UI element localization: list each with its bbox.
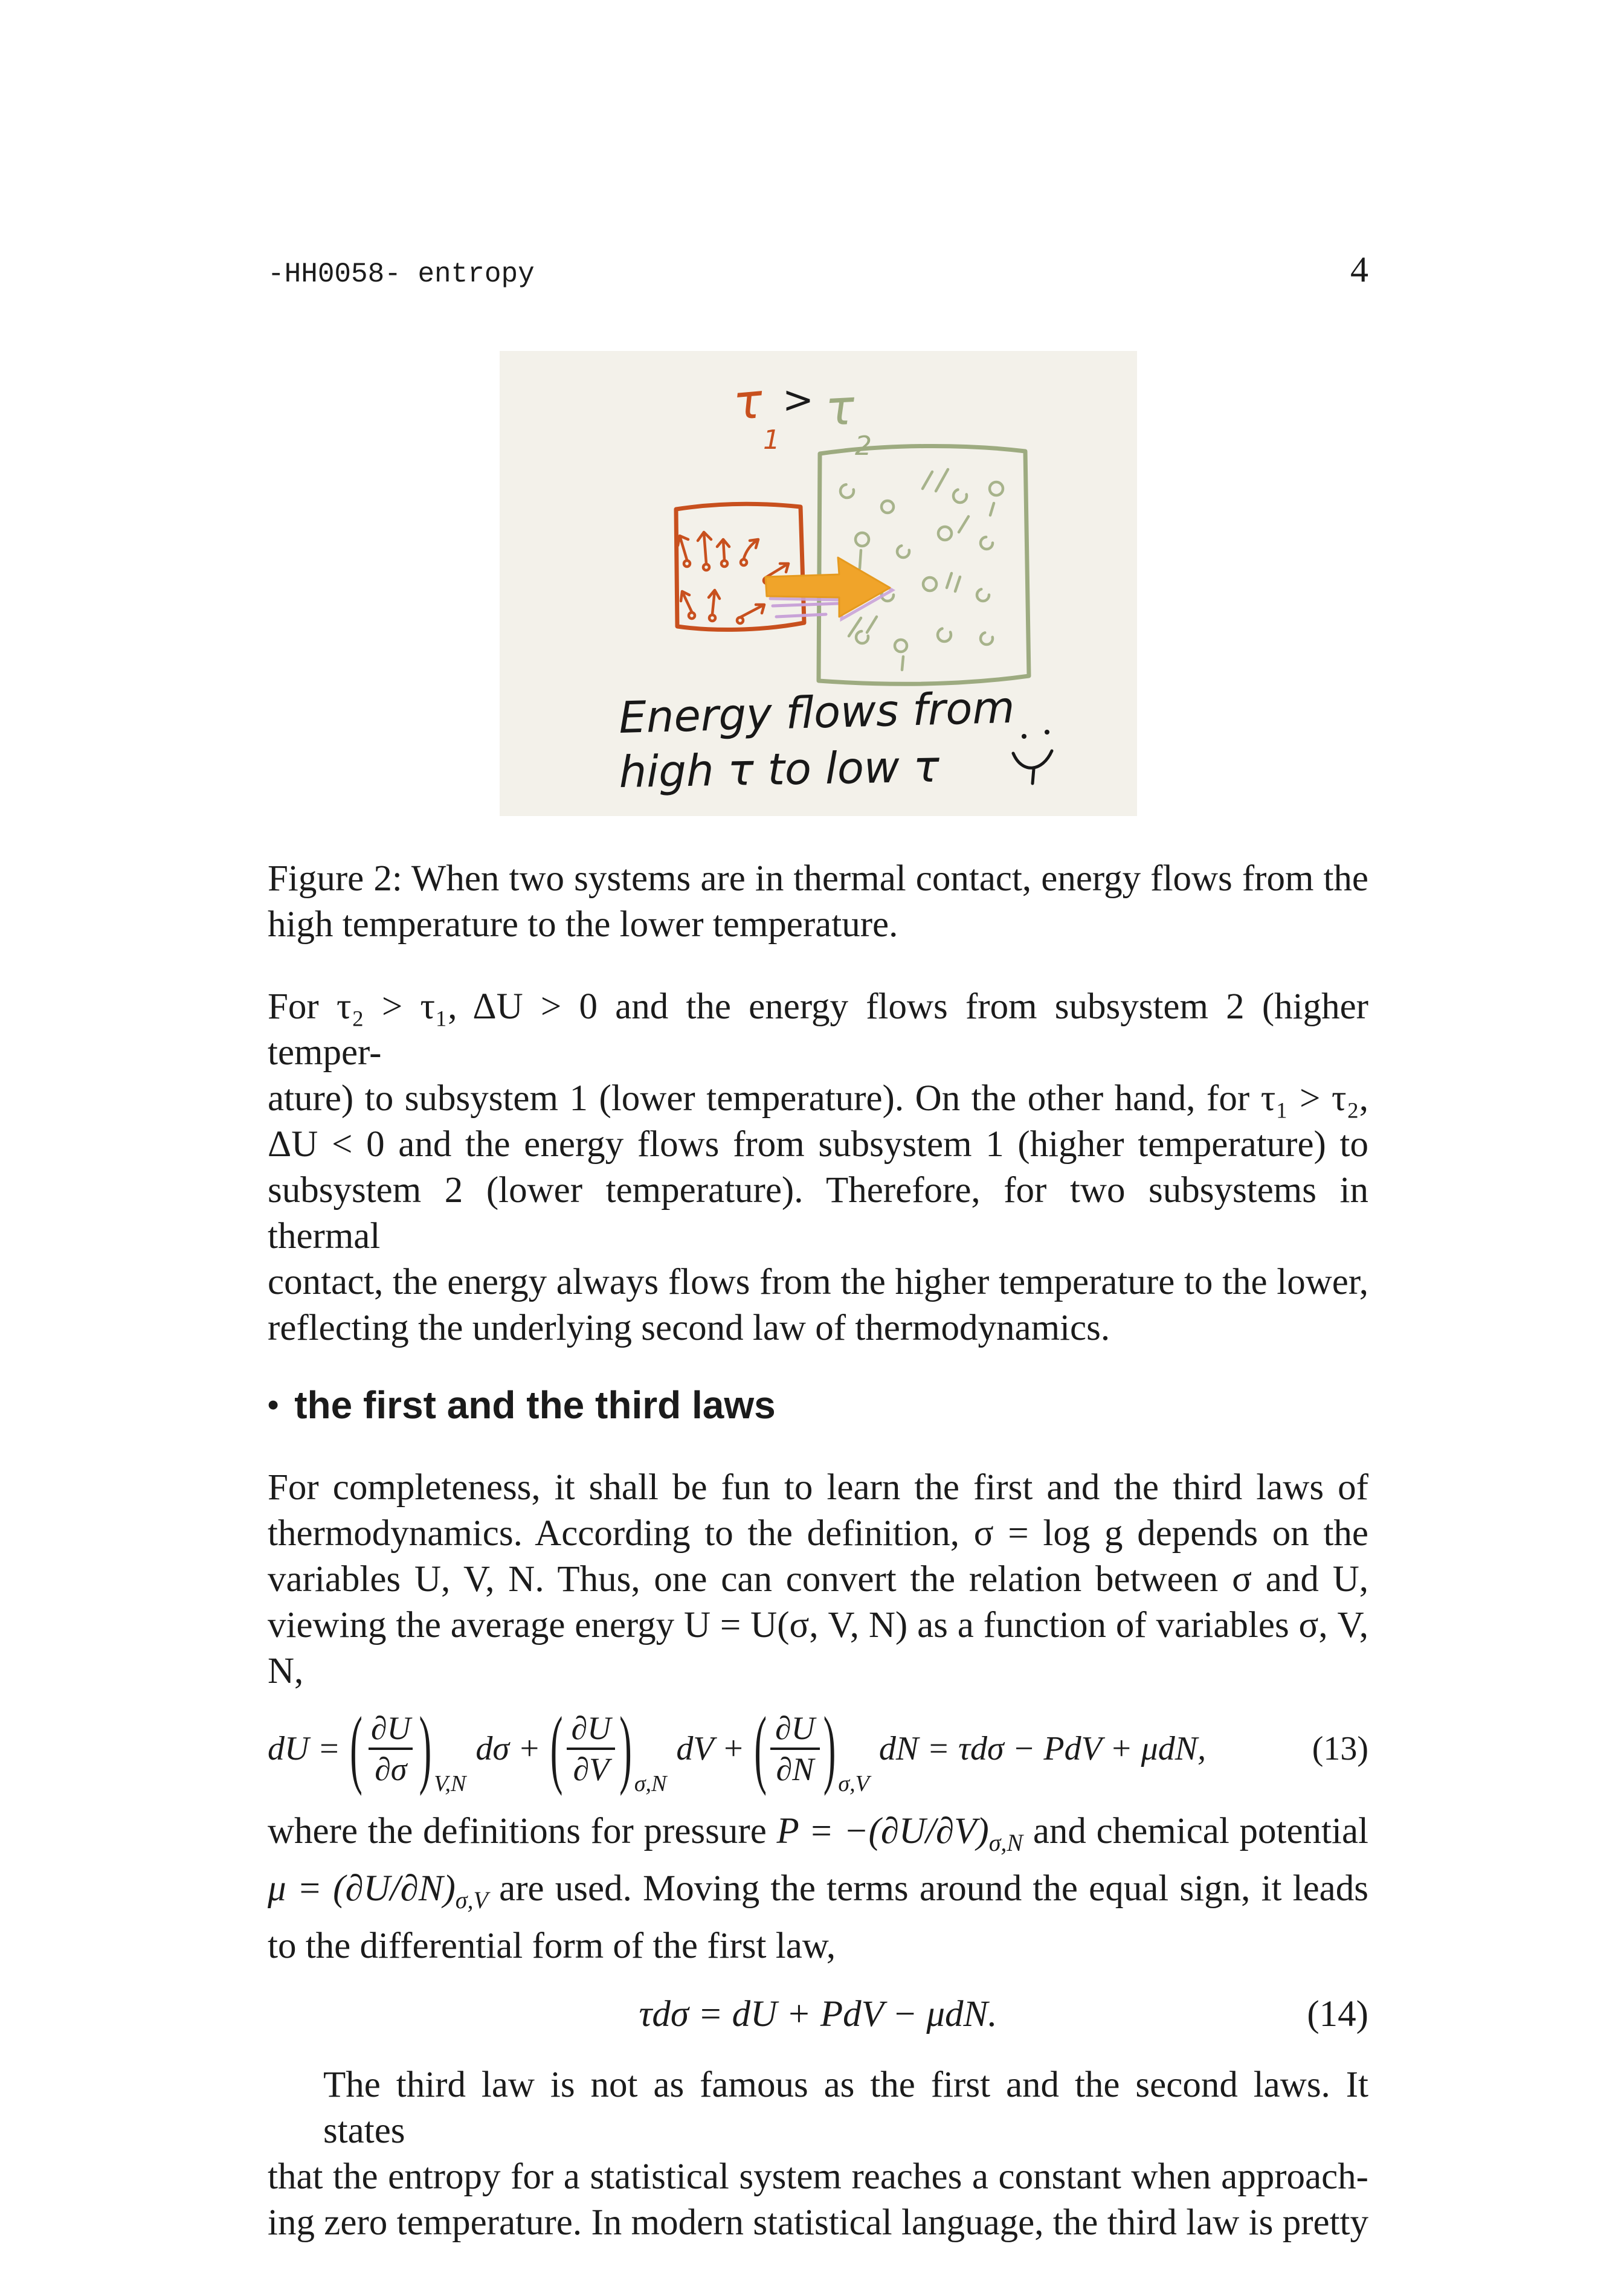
text-line: The third law is not as famous as the first and the second laws. It states: [323, 2065, 1368, 2152]
text-line: [268, 1809, 1368, 1866]
held-constant-subscript: V,N: [434, 1771, 466, 1797]
text-line: thermodynamics. According to the definition, σ = log g depends on the: [268, 1513, 1368, 1554]
equation-number: (13): [1312, 1730, 1368, 1768]
figure-2: [268, 351, 1368, 816]
text-line: Figure 2: When two systems are in thermal contact, energy flows from the: [268, 858, 1368, 899]
figure-handwritten-caption: [618, 682, 1015, 797]
particle-doodles: [840, 469, 1003, 670]
text-line: that the entropy for a statistical system reaches a constant when approach-: [268, 2156, 1368, 2198]
tau-hot-subscript: 1: [762, 425, 780, 455]
paragraph-third-law: [268, 2062, 1368, 2246]
partial-fraction: [565, 1710, 617, 1788]
fraction-numerator: ∂U: [370, 1710, 411, 1746]
eq13-rhs: dN = τdσ − PdV + μdN,: [878, 1730, 1207, 1768]
eq13-term: dV +: [676, 1730, 745, 1768]
greater-than-sign: >: [782, 378, 814, 422]
right-paren: ): [619, 1700, 632, 1798]
page-number: 4: [1350, 249, 1368, 289]
bullet-icon: •: [268, 1388, 279, 1423]
tau-hot-label: τ: [730, 372, 765, 431]
held-constant-subscript: σ,N: [634, 1771, 667, 1797]
eq14-body: τdσ = dU + PdV − μdN.: [639, 1994, 997, 2035]
tau-cold-label: τ: [823, 379, 856, 437]
left-paren: (: [754, 1700, 767, 1798]
smiley-icon: [1013, 730, 1052, 783]
text-line: ing zero temperature. In modern statistical language, the third law is pretty: [268, 2202, 1368, 2243]
page-header: [268, 249, 1368, 291]
figure-sketch: [500, 351, 1137, 816]
text-line: high temperature to the lower temperature.: [268, 904, 898, 945]
handwritten-line-1: Energy flows from: [617, 681, 1015, 743]
running-title: -HH0058- entropy: [268, 259, 535, 290]
eq13-lhs: dU =: [268, 1730, 341, 1768]
right-paren: ): [823, 1700, 836, 1798]
text-line: subsystem 2 (lower temperature). Therefore, for two subsystems in thermal: [268, 1170, 1368, 1256]
text-line: reflecting the underlying second law of thermodynamics.: [268, 1308, 1110, 1348]
text-line: For τ₂ > τ₁, ΔU > 0 and the energy flows from subsystem 2 (higher temper-: [268, 986, 1368, 1073]
text-segment: are used. Moving the terms around the equal sign, it leads: [488, 1868, 1368, 1909]
fraction-denominator: ∂V: [567, 1748, 615, 1787]
text-line: contact, the energy always flows from the higher temperature to the lower,: [268, 1262, 1368, 1302]
partial-fraction: [365, 1710, 417, 1788]
fraction-denominator: ∂σ: [369, 1748, 413, 1787]
fraction-denominator: ∂N: [770, 1748, 820, 1787]
text-line: viewing the average energy U = U(σ, V, N) as a function of variables σ, V, N,: [268, 1605, 1368, 1691]
inline-math: P = −(∂U/∂V): [776, 1810, 989, 1851]
paragraph-energy-flow: [268, 984, 1368, 1351]
fraction-numerator: ∂U: [571, 1710, 611, 1746]
equation-number: (14): [1307, 1994, 1368, 2035]
inline-math-subscript: σ,N: [988, 1829, 1023, 1857]
text-line: to the differential form of the first law,: [268, 1926, 836, 1967]
page-content: [268, 0, 1368, 2246]
paragraph-definitions: [268, 1809, 1368, 1969]
held-constant-subscript: σ,V: [838, 1771, 869, 1797]
figure-caption: [268, 856, 1368, 948]
partial-fraction: [769, 1710, 821, 1788]
inline-math-subscript: σ,V: [455, 1886, 488, 1914]
text-line: [268, 1866, 1368, 1923]
section-heading: [268, 1379, 1368, 1431]
text-line: variables U, V, N. Thus, one can convert the relation between σ and U,: [268, 1559, 1368, 1600]
section-heading-text: the first and the third laws: [294, 1383, 776, 1427]
left-paren: (: [350, 1700, 362, 1798]
text-line: ΔU < 0 and the energy flows from subsystem 1 (higher temperature) to: [268, 1124, 1368, 1165]
text-line: ature) to subsystem 1 (lower temperature). On the other hand, for τ₁ > τ₂,: [268, 1078, 1368, 1119]
inline-math: μ = (∂U/∂N): [268, 1868, 456, 1909]
eq13-term: dσ +: [475, 1730, 541, 1768]
handwritten-line-2: high τ to low τ: [618, 741, 940, 797]
right-paren: ): [419, 1700, 432, 1798]
equation-14: [268, 1993, 1368, 2036]
fraction-numerator: ∂U: [775, 1710, 815, 1746]
text-segment: where the definitions for pressure: [268, 1810, 777, 1851]
text-line: For completeness, it shall be fun to learn the first and the third laws of: [268, 1467, 1368, 1508]
left-paren: (: [550, 1700, 563, 1798]
text-segment: and chemical potential: [1023, 1810, 1368, 1851]
tau-cold-subscript: 2: [854, 431, 872, 461]
equation-13: [268, 1700, 1368, 1798]
paragraph-first-third-laws: [268, 1465, 1368, 1694]
